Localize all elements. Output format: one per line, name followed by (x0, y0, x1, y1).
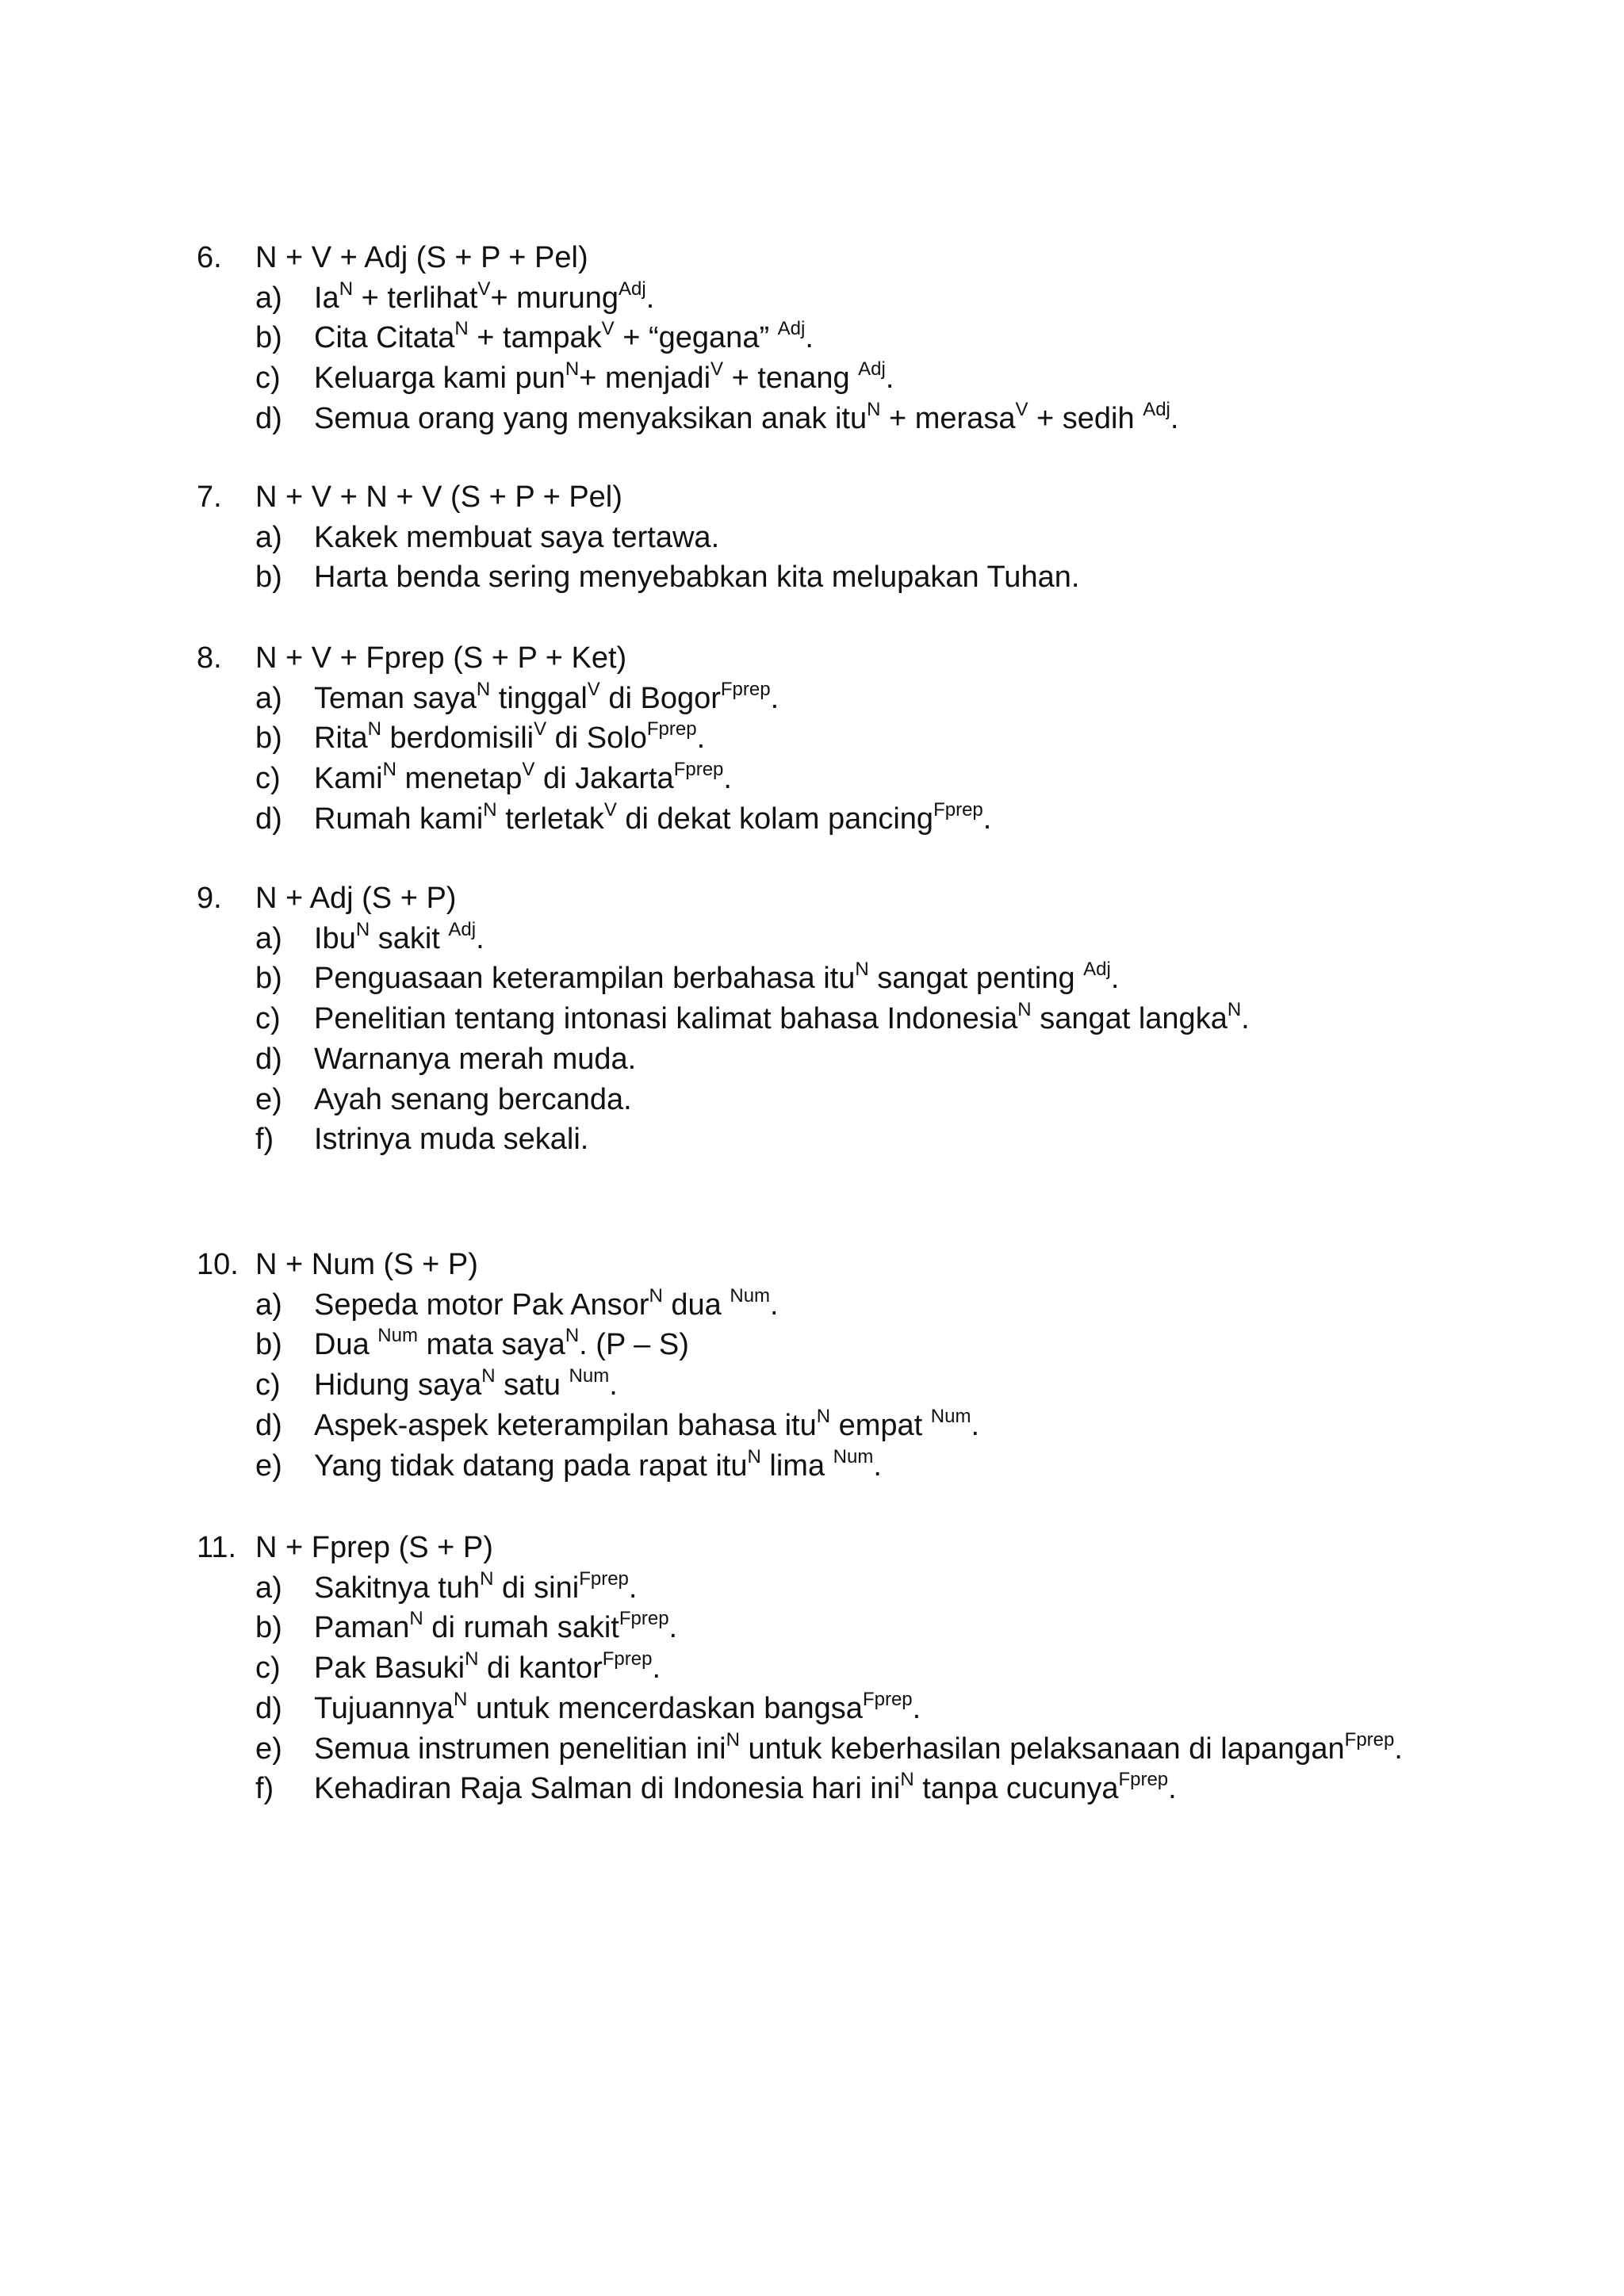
item-text-segment: . (P – S) (579, 1328, 689, 1361)
word-class-tag: N (747, 1446, 761, 1468)
item-letter: b) (255, 1611, 282, 1644)
item-text-segment: di rumah sakit (423, 1611, 619, 1644)
item-letter: b) (255, 721, 282, 755)
item-letter: f) (255, 1772, 274, 1805)
word-class-tag: Fprep (602, 1648, 653, 1670)
word-class-tag: Fprep (619, 1608, 669, 1630)
word-class-tag: N (465, 1648, 479, 1670)
item-text-segment: Penelitian tentang intonasi kalimat bahasa Indonesia (314, 1002, 1018, 1035)
word-class-tag: V (1015, 399, 1028, 421)
item-text (314, 1769, 1177, 1808)
word-class-tag: N (367, 718, 381, 740)
item-letter: f) (255, 1123, 274, 1156)
word-class-tag: N (649, 1285, 663, 1307)
word-class-tag: V (603, 799, 617, 821)
item-text-segment: . (912, 1692, 921, 1725)
item-text-segment: + tampak (468, 321, 602, 354)
item-text (314, 1285, 779, 1325)
item-text (314, 679, 779, 718)
word-class-tag: Fprep (720, 679, 771, 701)
word-class-tag: N (816, 1406, 831, 1428)
item-text-segment: . (628, 1571, 638, 1605)
word-class-tag: N (565, 1325, 580, 1347)
item-text-segment: lima (760, 1449, 833, 1483)
item-text-segment: Keluarga kami pun (314, 362, 565, 395)
word-class-tag: Fprep (862, 1689, 913, 1711)
item-text-segment: . (723, 762, 732, 795)
word-class-tag: Fprep (646, 718, 697, 740)
item-text-segment: Cita Citata (314, 321, 455, 354)
word-class-tag: N (480, 1568, 494, 1590)
word-class-tag: V (587, 679, 600, 701)
item-text-segment: Semua instrumen penelitian ini (314, 1732, 726, 1766)
word-class-tag: N (726, 1729, 740, 1751)
item-text-segment: . (1394, 1732, 1403, 1766)
item-text-segment: + menjadi (579, 362, 711, 395)
item-text-segment: Istrinya muda sekali. (314, 1123, 589, 1156)
word-class-tag: N (476, 679, 491, 701)
item-text (314, 1080, 632, 1119)
item-text-segment: Hidung saya (314, 1368, 482, 1402)
word-class-tag: Fprep (1118, 1769, 1169, 1791)
word-class-tag: N (481, 1365, 496, 1387)
word-class-tag: Num (730, 1285, 771, 1307)
item-text-segment: Dua (314, 1328, 378, 1361)
word-class-tag: N (382, 759, 396, 781)
item-text (314, 1648, 661, 1688)
item-text-segment: Kami (314, 762, 383, 795)
item-text (314, 1446, 882, 1486)
word-class-tag: V (710, 358, 724, 381)
item-text-segment: satu (495, 1368, 569, 1402)
item-text-segment: Kehadiran Raja Salman di Indonesia hari ini (314, 1772, 901, 1805)
item-letter: d) (255, 1692, 282, 1725)
word-class-tag: Fprep (933, 799, 983, 821)
item-text-segment: di Bogor (599, 682, 721, 715)
word-class-tag: Fprep (579, 1568, 629, 1590)
item-text (314, 1119, 588, 1159)
section-heading-text: N + V + Fprep (S + P + Ket) (255, 641, 627, 675)
section-heading-text: N + Adj (S + P) (255, 882, 457, 915)
item-text-segment: Ayah senang bercanda. (314, 1083, 632, 1116)
section-heading-text: N + V + N + V (S + P + Pel) (255, 480, 622, 514)
item-text-segment: Harta benda sering menyebabkan kita melupakan Tuhan. (314, 561, 1080, 594)
word-class-tag: N (409, 1608, 423, 1630)
item-letter: a) (255, 1571, 282, 1605)
word-class-tag: N (855, 959, 869, 981)
item-letter: a) (255, 682, 282, 715)
word-class-tag: N (454, 318, 469, 340)
item-text-segment: Yang tidak datang pada rapat itu (314, 1449, 748, 1483)
item-text-segment: empat (830, 1409, 931, 1442)
section-number: 8. (197, 641, 222, 675)
item-text-segment: . (982, 802, 992, 836)
item-letter: e) (255, 1083, 282, 1116)
item-text-segment: tinggal (490, 682, 588, 715)
item-text-segment: menetap (396, 762, 523, 795)
item-text-segment: . (1110, 962, 1120, 995)
item-text-segment: . (645, 281, 655, 315)
item-text-segment: . (1168, 1772, 1177, 1805)
item-text-segment: . (668, 1611, 678, 1644)
item-text (314, 718, 705, 758)
item-text (314, 919, 485, 959)
word-class-tag: Fprep (673, 759, 724, 781)
word-class-tag: Num (833, 1446, 874, 1468)
word-class-tag: N (454, 1689, 468, 1711)
item-text (314, 1325, 689, 1364)
item-text-segment: + terlihat (353, 281, 478, 315)
item-text (314, 1568, 637, 1608)
item-text-segment: Penguasaan keterampilan berbahasa itu (314, 962, 856, 995)
item-letter: c) (255, 1002, 281, 1035)
item-letter: d) (255, 1043, 282, 1076)
word-class-tag: N (355, 919, 370, 941)
item-letter: c) (255, 1368, 281, 1402)
item-text-segment: Sepeda motor Pak Ansor (314, 1288, 649, 1322)
item-text-segment: berdomisili (381, 721, 534, 755)
section-number: 11. (197, 1531, 237, 1564)
item-text-segment: + merasa (880, 402, 1016, 435)
item-text-segment: sangat langka (1031, 1002, 1228, 1035)
item-letter: d) (255, 402, 282, 435)
word-class-tag: V (534, 718, 547, 740)
item-text (314, 959, 1119, 998)
word-class-tag: Adj (858, 358, 886, 381)
item-text (314, 557, 1079, 597)
item-text-segment: Warnanya merah muda. (314, 1043, 637, 1076)
item-text-segment: Ibu (314, 922, 356, 955)
word-class-tag: Num (930, 1406, 971, 1428)
word-class-tag: N (867, 399, 881, 421)
item-text (314, 759, 732, 798)
item-text-segment: terletak (496, 802, 604, 836)
item-letter: a) (255, 521, 282, 554)
item-text-segment: Pak Basuki (314, 1651, 465, 1685)
item-text (314, 1729, 1403, 1769)
word-class-tag: V (522, 759, 535, 781)
item-text (314, 1608, 677, 1647)
item-text-segment: Aspek-aspek keterampilan bahasa itu (314, 1409, 817, 1442)
word-class-tag: N (1017, 999, 1032, 1021)
item-letter: b) (255, 321, 282, 354)
item-text (314, 318, 814, 358)
section-heading-text: N + Fprep (S + P) (255, 1531, 493, 1564)
item-text-segment: + tenang (723, 362, 859, 395)
item-text-segment: Tujuannya (314, 1692, 454, 1725)
item-letter: c) (255, 362, 281, 395)
item-letter: b) (255, 561, 282, 594)
section-number: 7. (197, 480, 222, 514)
section-number: 10. (197, 1248, 239, 1281)
item-letter: a) (255, 281, 282, 315)
item-text-segment: Paman (314, 1611, 410, 1644)
item-text-segment: . (1170, 402, 1179, 435)
section-number: 9. (197, 882, 222, 915)
item-text-segment: Semua orang yang menyaksikan anak itu (314, 402, 868, 435)
item-text-segment: untuk keberhasilan pelaksanaan di lapangan (739, 1732, 1345, 1766)
item-text-segment: untuk mencerdaskan bangsa (467, 1692, 863, 1725)
item-text-segment: dua (662, 1288, 730, 1322)
word-class-tag: N (339, 278, 354, 300)
item-text-segment: di dekat kolam pancing (616, 802, 934, 836)
item-text-segment: Sakitnya tuh (314, 1571, 481, 1605)
item-text-segment: . (652, 1651, 661, 1685)
item-letter: d) (255, 802, 282, 836)
word-class-tag: Adj (777, 318, 806, 340)
section-heading-text: N + V + Adj (S + P + Pel) (255, 241, 588, 274)
item-letter: d) (255, 1409, 282, 1442)
section-heading-text: N + Num (S + P) (255, 1248, 478, 1281)
item-text-segment: mata saya (417, 1328, 565, 1361)
item-text (314, 1039, 636, 1079)
word-class-tag: N (900, 1769, 914, 1791)
item-text-segment: . (971, 1409, 980, 1442)
item-text-segment: + murung (490, 281, 619, 315)
word-class-tag: Adj (1083, 959, 1111, 981)
item-text-segment: . (885, 362, 894, 395)
item-text-segment: Kakek membuat saya tertawa. (314, 521, 720, 554)
word-class-tag: Adj (1143, 399, 1170, 421)
item-letter: b) (255, 962, 282, 995)
item-letter: c) (255, 762, 281, 795)
item-text-segment: . (609, 1368, 618, 1402)
word-class-tag: Fprep (1344, 1729, 1395, 1751)
item-text (314, 358, 894, 398)
item-text-segment: . (873, 1449, 882, 1483)
item-text-segment: Rita (314, 721, 368, 755)
item-letter: b) (255, 1328, 282, 1361)
word-class-tag: Adj (448, 919, 477, 941)
item-text-segment: + “gegana” (614, 321, 778, 354)
item-text-segment: di Solo (546, 721, 647, 755)
word-class-tag: Num (377, 1325, 418, 1347)
item-text-segment: Ia (314, 281, 339, 315)
item-text-segment: . (770, 682, 779, 715)
item-text (314, 518, 719, 557)
word-class-tag: N (565, 358, 580, 381)
item-text-segment: tanpa cucunya (914, 1772, 1119, 1805)
item-letter: c) (255, 1651, 281, 1685)
section-number: 6. (197, 241, 222, 274)
item-letter: a) (255, 1288, 282, 1322)
item-text-segment: Rumah kami (314, 802, 484, 836)
item-text-segment: di kantor (478, 1651, 603, 1685)
item-text-segment: sangat penting (868, 962, 1084, 995)
word-class-tag: N (1227, 999, 1242, 1021)
item-text (314, 1689, 921, 1728)
item-letter: e) (255, 1449, 282, 1483)
item-text-segment: Teman saya (314, 682, 477, 715)
item-text (314, 799, 991, 839)
word-class-tag: Adj (619, 278, 646, 300)
word-class-tag: V (601, 318, 615, 340)
item-text-segment: . (805, 321, 814, 354)
item-text-segment: . (696, 721, 706, 755)
word-class-tag: V (477, 278, 491, 300)
item-text-segment: di sini (493, 1571, 580, 1605)
word-class-tag: Num (569, 1365, 610, 1387)
item-text (314, 1365, 618, 1405)
item-text-segment: . (770, 1288, 779, 1322)
item-text-segment: . (1241, 1002, 1250, 1035)
item-letter: a) (255, 922, 282, 955)
item-text-segment: di Jakarta (534, 762, 674, 795)
word-class-tag: N (483, 799, 497, 821)
item-text-segment: + sedih (1028, 402, 1143, 435)
item-text-segment: . (476, 922, 485, 955)
item-letter: e) (255, 1732, 282, 1766)
item-text (314, 999, 1250, 1039)
item-text (314, 399, 1178, 438)
item-text (314, 1406, 979, 1445)
item-text (314, 278, 654, 318)
item-text-segment: sakit (370, 922, 449, 955)
